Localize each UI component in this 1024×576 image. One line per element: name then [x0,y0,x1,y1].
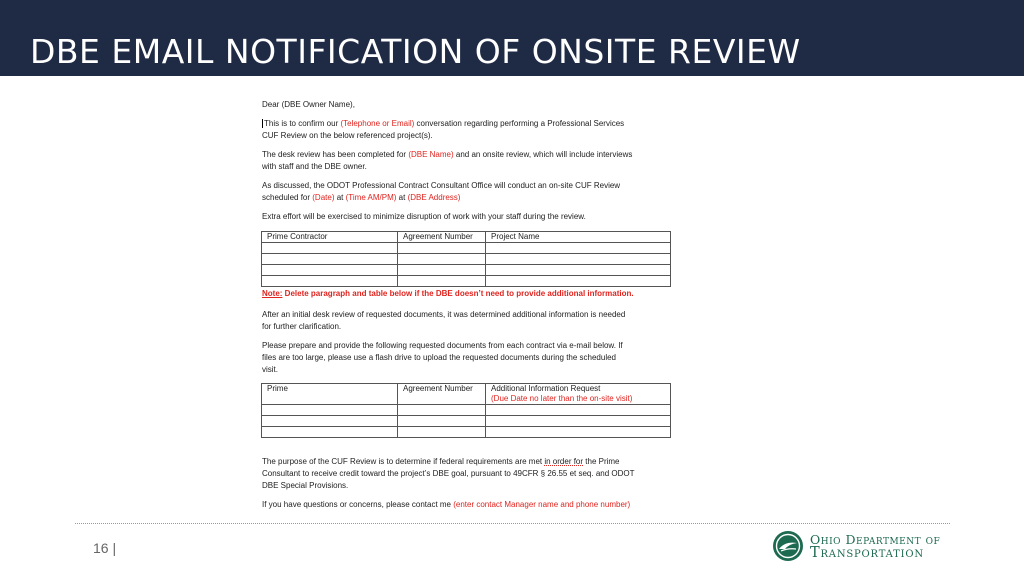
table-row [262,276,671,287]
note-label: Note: [262,289,283,298]
table-header-cell: Agreement Number [398,232,486,243]
paragraph-confirm: This is to confirm our (Telephone or Email) conversation regarding performing a Professional Services CUF Review on the below referenced project(s). [262,119,625,140]
table-row [262,427,671,438]
table-header-cell: Project Name [486,232,671,243]
salutation: Dear (DBE Owner Name), [262,100,355,109]
logo-text-line1: Ohio Department of [810,532,941,547]
paragraph-extra-effort: Extra effort will be exercised to minimize disruption of work with your staff during the review. [262,212,586,221]
table-row [262,265,671,276]
paragraph-contact: If you have questions or concerns, please contact me (enter contact Manager name and phone number) [262,500,631,509]
table-header-row [262,384,671,405]
placeholder-dbe-name: (DBE Name) [408,150,454,159]
slide-title: DBE EMAIL NOTIFICATION OF ONSITE REVIEW [30,32,801,71]
paragraph-desk-review: The desk review has been completed for (DBE Name) and an onsite review, which will include interviews with staff and the DBE owner. [262,150,633,171]
table-row [262,254,671,265]
project-table [261,231,671,287]
paragraph-prepare-documents: Please prepare and provide the following requested documents from each contract via e-mail below. If files are too large, please use a flash drive to upload the requested documents during the scheduled visit. [262,341,623,374]
table-header-cell: Prime Contractor [262,232,398,243]
table-header-cell: Agreement Number [398,384,486,405]
footer-divider [75,523,950,524]
table-row [262,243,671,254]
table-row [262,416,671,427]
paragraph-purpose: The purpose of the CUF Review is to determine if federal requirements are met in order for the Prime Consultant to receive credit toward the project’s DBE goal, pursuant to 49CFR § 26.55 et seq. and ODOT DBE Special Provisions. [262,457,635,490]
placeholder-date: (Date) [312,193,335,202]
table-header-row [262,232,671,243]
placeholder-time: (Time AM/PM) [345,193,397,202]
table-header-cell: Prime [262,384,398,405]
documents-table [261,383,671,438]
table-header-cell: Additional Information Request (Due Date no later than the on-site visit) [486,384,671,405]
odot-emblem-icon [772,530,804,562]
letter-document [262,99,682,511]
placeholder-contact-manager: (enter contact Manager name and phone number) [453,500,631,509]
odot-logo [772,530,952,566]
placeholder-dbe-address: (DBE Address) [407,193,461,202]
spellcheck-phrase: in order for [544,457,584,466]
logo-text-line2: Transportation [810,545,924,561]
paragraph-additional-info: After an initial desk review of requested documents, it was determined additional information is needed for further clarification. [262,310,626,331]
text-cursor [262,119,263,128]
title-bar [0,0,1024,76]
due-date-note: (Due Date no later than the on-site visit) [491,394,633,403]
page-number: 16 | [93,540,117,556]
note-delete-paragraph: Note: Delete paragraph and table below if the DBE doesn’t need to provide additional information. [262,289,634,298]
paragraph-schedule: As discussed, the ODOT Professional Contract Consultant Office will conduct an on-site CUF Review scheduled for (Date) at (Time AM/PM) at (DBE Address) [262,181,621,202]
table-row [262,405,671,416]
placeholder-contact-method: (Telephone or Email) [340,119,415,128]
